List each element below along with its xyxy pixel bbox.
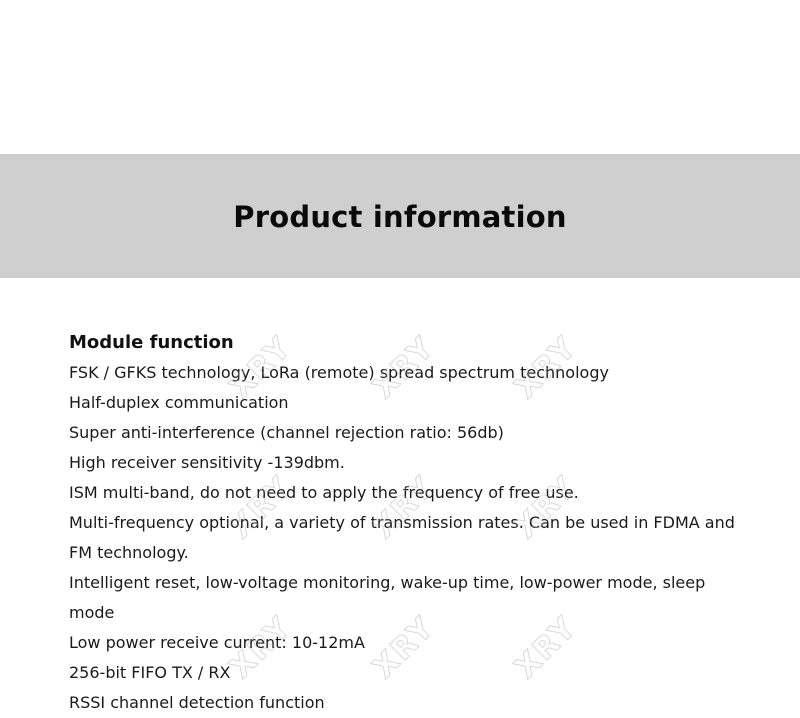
feature-item: Intelligent reset, low-voltage monitoring, wake-up time, low-power mode, sleep mode <box>69 573 706 622</box>
feature-item: High receiver sensitivity -139dbm. <box>69 453 345 472</box>
watermark-logo: XRY <box>508 609 585 686</box>
feature-item: RSSI channel detection function <box>69 693 325 712</box>
feature-item: 256-bit FIFO TX / RX <box>69 663 231 682</box>
watermark-logo: XRY <box>366 469 443 546</box>
feature-item: ISM multi-band, do not need to apply the frequency of free use. <box>69 483 579 502</box>
feature-item: Low power receive current: 10-12mA <box>69 633 365 652</box>
feature-item: Super anti-interference (channel rejection ratio: 56db) <box>69 423 504 442</box>
watermark-logo: XRY <box>366 609 443 686</box>
watermark-logo: XRY <box>223 469 300 546</box>
watermark-logo: XRY <box>223 329 300 406</box>
feature-item: Half-duplex communication <box>69 393 289 412</box>
section-heading: Module function <box>69 332 234 353</box>
watermark-logo: XRY <box>508 469 585 546</box>
feature-list <box>69 358 749 718</box>
watermark-logo: XRY <box>508 329 585 406</box>
watermark-logo: XRY <box>366 329 443 406</box>
page-title: Product information <box>233 200 567 234</box>
module-function-section <box>69 330 749 718</box>
title-banner <box>0 154 800 278</box>
watermark-logo: XRY <box>223 609 300 686</box>
feature-item: Multi-frequency optional, a variety of transmission rates. Can be used in FDMA and FM technology. <box>69 513 735 562</box>
feature-item: FSK / GFKS technology, LoRa (remote) spread spectrum technology <box>69 363 609 382</box>
